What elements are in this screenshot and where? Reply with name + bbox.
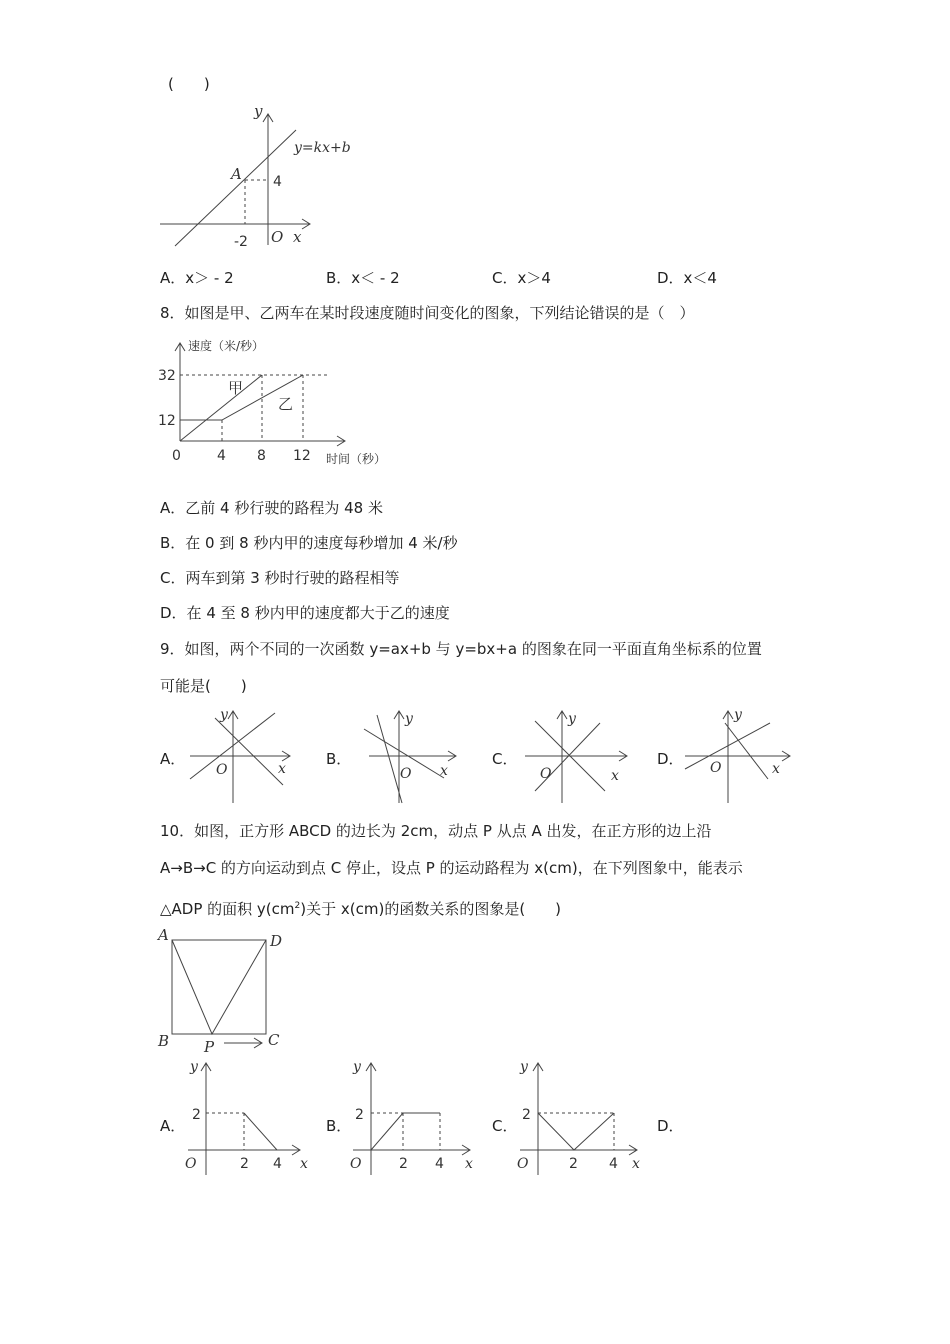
q10-stem-superscript: 2 [294, 901, 301, 911]
q8-option-c: C．两车到第 3 秒时行驶的路程相等 [160, 569, 400, 587]
q10-label-d: D [270, 932, 283, 950]
q10-a-ytick-2: 2 [192, 1107, 201, 1123]
q8-speed-graph [150, 335, 400, 470]
q10-stem-line3-post: )关于 x(cm)的函数关系的图象是( ) [300, 900, 562, 918]
q10-a-x-label: x [300, 1156, 308, 1172]
q7-option-b: B．x＜ - 2 [326, 269, 400, 287]
q10-c-origin: O [517, 1156, 529, 1172]
q7-origin-label: O [271, 228, 284, 246]
q10-c-x-label: x [632, 1156, 640, 1172]
q10-label-a: A [158, 926, 169, 944]
q9-a-y-label: y [220, 707, 228, 723]
q8-option-d: D．在 4 至 8 秒内甲的速度都大于乙的速度 [160, 604, 450, 622]
q10-square-figure [152, 922, 302, 1057]
q10-b-xtick-4: 4 [435, 1156, 444, 1172]
q10-stem-line3 [160, 896, 561, 919]
q8-option-a: A．乙前 4 秒行驶的路程为 48 米 [160, 499, 383, 517]
q8-ytick-32: 32 [158, 368, 176, 384]
q10-a-origin: O [185, 1156, 197, 1172]
q7-point-a-label: A [231, 165, 242, 183]
q10-b-y-label: y [353, 1059, 361, 1075]
q9-graph-a [180, 703, 310, 805]
q10-a-xtick-2: 2 [240, 1156, 249, 1172]
q7-y-label: y [254, 102, 263, 120]
q8-xtick-12: 12 [293, 448, 311, 464]
q10-graph-b [345, 1055, 480, 1180]
q8-option-b: B．在 0 到 8 秒内甲的速度每秒增加 4 米/秒 [160, 534, 458, 552]
q7-answer-paren: ( ) [168, 75, 210, 93]
q10-stem-line3-pre: △ADP 的面积 y(cm [160, 900, 295, 918]
q10-c-xtick-4: 4 [609, 1156, 618, 1172]
q9-c-y-label: y [568, 711, 576, 727]
q9-stem-line1: 9．如图，两个不同的一次函数 y=ax+b 与 y=bx+a 的图象在同一平面直角坐标系的位置 [160, 640, 762, 658]
q10-option-a-label: A． [160, 1117, 186, 1135]
q9-d-y-label: y [734, 707, 742, 723]
q10-c-ytick-2: 2 [522, 1107, 531, 1123]
q9-b-origin: O [400, 766, 412, 782]
q10-stem-line2: A→B→C 的方向运动到点 C 停止，设点 P 的运动路程为 x(cm)，在下列图象中，能表示 [160, 859, 743, 877]
q9-graph-d [680, 703, 800, 805]
q7-tick-y: 4 [273, 174, 282, 190]
q9-a-x-label: x [278, 761, 286, 777]
q10-label-c: C [268, 1031, 280, 1049]
q9-c-x-label: x [611, 768, 619, 784]
q8-y-axis-label: 速度（米/秒） [188, 339, 265, 353]
q9-graph-c [515, 703, 635, 805]
q7-linear-graph [150, 100, 370, 250]
q9-stem-line2: 可能是( ) [160, 677, 247, 695]
q9-option-b-label: B． [326, 750, 352, 768]
q10-graph-a [180, 1055, 315, 1180]
q7-option-a: A．x＞ - 2 [160, 269, 234, 287]
q8-xtick-8: 8 [257, 448, 266, 464]
q10-c-y-label: y [520, 1059, 528, 1075]
q10-graph-c [512, 1055, 647, 1180]
q10-b-xtick-2: 2 [399, 1156, 408, 1172]
q8-x-axis-label: 时间（秒） [326, 452, 387, 466]
q10-b-origin: O [350, 1156, 362, 1172]
q9-d-x-label: x [772, 761, 780, 777]
q9-b-x-label: x [440, 763, 448, 779]
q8-label-jia: 甲 [228, 379, 244, 397]
q8-ytick-12: 12 [158, 413, 176, 429]
q10-option-b-label: B． [326, 1117, 352, 1135]
q10-b-x-label: x [465, 1156, 473, 1172]
q9-c-origin: O [540, 766, 552, 782]
q9-d-origin: O [710, 760, 722, 776]
q8-xtick-0: 0 [172, 448, 181, 464]
q10-b-ytick-2: 2 [355, 1107, 364, 1123]
q9-option-d-label: D． [657, 750, 684, 768]
q10-option-c-label: C． [492, 1117, 518, 1135]
q9-option-c-label: C． [492, 750, 518, 768]
q9-b-y-label: y [405, 711, 413, 727]
q8-stem: 8．如图是甲、乙两车在某时段速度随时间变化的图象，下列结论错误的是（ ） [160, 304, 695, 322]
q9-graph-b [344, 703, 464, 805]
q10-a-y-label: y [190, 1059, 198, 1075]
q7-option-c: C．x＞4 [492, 269, 551, 287]
q8-label-yi: 乙 [278, 395, 294, 413]
q7-x-label: x [293, 228, 302, 246]
q10-option-d-label: D． [657, 1117, 684, 1135]
q9-a-origin: O [216, 762, 228, 778]
q7-tick-x: -2 [234, 234, 248, 250]
q8-xtick-4: 4 [217, 448, 226, 464]
q10-c-xtick-2: 2 [569, 1156, 578, 1172]
q9-option-a-label: A． [160, 750, 186, 768]
q10-stem-line1: 10．如图，正方形 ABCD 的边长为 2cm，动点 P 从点 A 出发，在正方形的边上沿 [160, 822, 712, 840]
q10-label-p: P [204, 1038, 215, 1056]
q10-a-xtick-4: 4 [273, 1156, 282, 1172]
q7-function-label: y=kx+b [294, 140, 351, 156]
q10-label-b: B [158, 1032, 170, 1050]
q7-option-d: D．x＜4 [657, 269, 717, 287]
